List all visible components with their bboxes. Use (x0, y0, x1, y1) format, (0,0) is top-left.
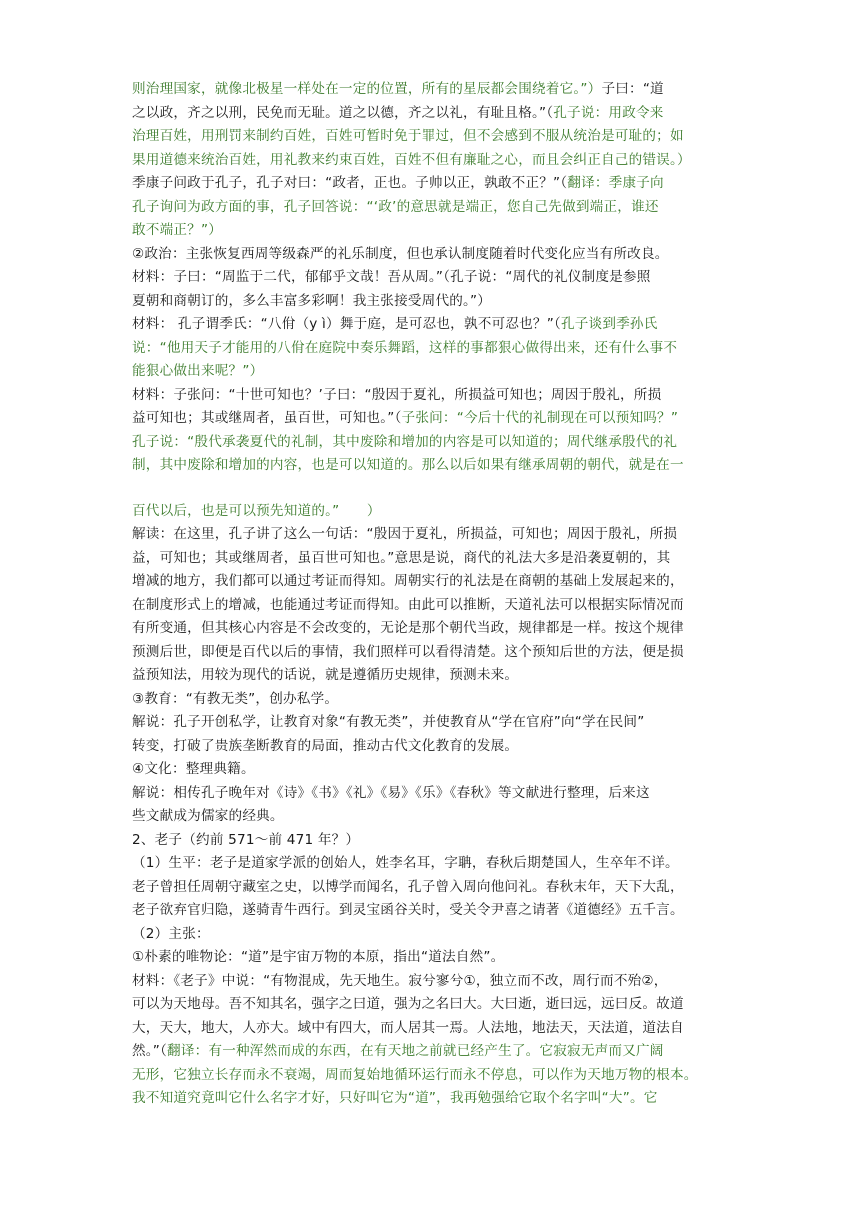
text-segment: ③教育：“有教无类”，创办私学。 (132, 690, 339, 707)
translation-segment: 翻译：季康子向 (567, 175, 664, 191)
text-line (132, 899, 746, 923)
translation-segment: 能狠心做出来呢？”） (132, 363, 264, 379)
text-segment: 益，可知也；其或继周者，虽百世可知也。”意思是说，商代的礼法大多是沿袭夏朝的，其 (132, 549, 671, 566)
translation-segment: 敢不端正？”） (132, 222, 223, 238)
text-segment: 夏朝和商朝订的，多么丰富多彩啊！我主张接受周代的。”） (132, 292, 492, 309)
text-segment: 然。”（ (132, 1043, 168, 1059)
text-line (132, 876, 746, 900)
translation-segment: 则治理国家，就像北极星一样处在一定的位置，所有的星辰都会围绕着它。”） (132, 81, 602, 97)
text-segment: 老子曾担任周朝守藏室之史，以博学而闻名，孔子曾入周向他问礼。春秋末年，天下大乱， (132, 878, 684, 895)
text-line (132, 431, 746, 455)
translation-segment: 翻译：有一种浑然而成的东西，在有天地之前就已经产生了。它寂寂无声而又广阔 (167, 1043, 664, 1059)
text-line (132, 266, 746, 290)
text-segment: 益预知法，用较为现代的话说，就是遵循历史规律，预测未来。 (132, 667, 519, 683)
text-segment: 老子欲弃官归隐，遂骑青牛西行。到灵宝函谷关时，受关令尹喜之请著《道德经》五千言。 (132, 902, 684, 918)
text-segment: 之以政，齐之以刑，民免而无耻。道之以德，齐之以礼，有耻且格。”（ (132, 104, 554, 121)
text-line (132, 570, 746, 594)
text-segment: 子曰：“道 (601, 81, 664, 97)
text-line (132, 758, 746, 782)
text-line (132, 923, 746, 947)
text-segment: 可以为天地母。吾不知其名，强字之曰道，强为之名曰大。大曰逝，逝曰远，远曰反。故道 (132, 996, 684, 1012)
text-line (132, 594, 746, 618)
text-line (132, 1064, 746, 1088)
text-line (132, 617, 746, 641)
translation-segment: 孔子谈到季孙氏 (560, 316, 658, 332)
translation-segment: 果用道德来统治百姓，用礼教来约束百姓，百姓不但有廉耻之心，而且会纠正自己的错误。） (132, 151, 691, 168)
text-line (132, 1040, 746, 1064)
text-line (132, 1087, 746, 1111)
text-segment: 预测后世，即便是百代以后的事情，我们照样可以看得清楚。这个预知后世的方法，便是损 (132, 643, 684, 660)
document-page (132, 78, 746, 1111)
text-line (132, 149, 746, 173)
text-line (132, 664, 746, 688)
text-line (132, 852, 746, 876)
text-segment: 增减的地方，我们都可以通过考证而得知。周朝实行的礼法是在商朝的基础上发展起来的， (132, 573, 684, 589)
text-line (132, 243, 746, 267)
text-segment: （1）生平：老子是道家学派的创始人，姓李名耳，字聃，春秋后期楚国人，生卒年不详。 (132, 855, 679, 871)
text-line (132, 102, 746, 126)
text-line (132, 993, 746, 1017)
text-line (132, 829, 746, 853)
translation-segment: 无形，它独立长存而永不衰竭，周而复始地循环运行而永不停息，可以作为天地万物的根本。 (132, 1066, 698, 1083)
text-line (132, 688, 746, 712)
text-segment: 材料：《老子》中说：“有物混成，先天地生。寂兮寥兮①，独立而不改，周行而不殆②， (132, 972, 668, 989)
text-line (132, 290, 746, 314)
text-line (132, 500, 746, 524)
text-segment: ②政治：主张恢复西周等级森严的礼乐制度，但也承认制度随着时代变化应当有所改良。 (132, 245, 669, 262)
translation-segment: 孔子询问为政方面的事，孔子回答说：“‘政’的意思就是端正，您自己先做到端正，谁还 (132, 198, 659, 215)
translation-segment: 我不知道究竟叫它什么名字才好，只好叫它为“道”，我再勉强给它取个名字叫“大”。它 (132, 1090, 658, 1106)
text-line (132, 523, 746, 547)
text-segment: 材料：子曰：“周监于二代，郁郁乎文哉！吾从周。”（孔子说：“周代的礼仪制度是参照 (132, 269, 651, 285)
translation-segment: 治理百姓，用刑罚来制约百姓，百姓可暂时免于罪过，但不会感到不服从统治是可耻的；如 (132, 128, 684, 144)
text-line (132, 1017, 746, 1041)
text-segment: 大，天大，地大，人亦大。域中有四大，而人居其一焉。人法地，地法天，天法道，道法自 (132, 1019, 684, 1036)
translation-segment: 子张问：“今后十代的礼制现在可以预知吗？” (401, 410, 679, 426)
text-segment: 些文献成为儒家的经典。 (132, 808, 284, 824)
text-segment: 转变，打破了贵族垄断教育的局面，推动古代文化教育的发展。 (132, 737, 519, 754)
text-segment: 益可知也；其或继周者，虽百世，可知也。”（ (132, 410, 402, 426)
text-line (132, 337, 746, 361)
text-segment: 材料： 孔子谓季氏：“八佾（y ì）舞于庭，是可忍也，孰不可忍也？”（ (132, 316, 561, 332)
text-line (132, 196, 746, 220)
translation-segment: 制，其中废除和增加的内容，也是可以知道的。那么以后如果有继承周朝的朝代，就是在一 (132, 457, 684, 473)
text-line (132, 360, 746, 384)
text-line (132, 641, 746, 665)
text-segment: 解读：在这里，孔子讲了这么一句话：“殷因于夏礼，所损益，可知也；周因于殷礼，所损 (132, 526, 678, 542)
text-segment: ④文化：整理典籍。 (132, 761, 255, 777)
text-line (132, 384, 746, 408)
translation-segment: 孔子说：“殷代承袭夏代的礼制，其中废除和增加的内容是可以知道的；周代继承殷代的礼 (132, 433, 678, 450)
text-segment: 解说：相传孔子晚年对《诗》《书》《礼》《易》《乐》《春秋》等文献进行整理，后来这 (132, 784, 650, 801)
text-line (132, 782, 746, 806)
text-segment: 解说：孔子开创私学，让教育对象“有教无类”，并使教育从“学在官府”向“学在民间” (132, 714, 645, 730)
translation-segment: 孔子说：用政令来 (553, 104, 664, 121)
text-segment: （2）主张： (132, 925, 210, 942)
text-segment: 在制度形式上的增减，也能通过考证而得知。由此可以推断，天道礼法可以根据实际情况而 (132, 596, 684, 613)
translation-segment: 说：“他用天子才能用的八佾在庭院中奏乐舞蹈，这样的事都狠心做得出来，还有什么事不 (132, 339, 678, 356)
text-line (132, 407, 746, 431)
text-line (132, 711, 746, 735)
text-line (132, 454, 746, 478)
text-line (132, 172, 746, 196)
text-line (132, 735, 746, 759)
text-line (132, 125, 746, 149)
text-line (132, 547, 746, 571)
text-segment: 材料：子张问：“十世可知也？’子曰：“殷因于夏礼，所损益可知也；周因于殷礼，所损 (132, 386, 662, 403)
text-line (132, 78, 746, 102)
text-line (132, 805, 746, 829)
text-line (132, 970, 746, 994)
text-segment: 有所变通，但其核心内容是不会改变的，无论是那个朝代当政，规律都是一样。按这个规律 (132, 620, 684, 636)
translation-segment: 百代以后，也是可以预先知道的。” ） (132, 502, 381, 519)
text-segment: ①朴素的唯物论：“道”是宇宙万物的本原，指出“道法自然”。 (132, 949, 505, 965)
text-line (132, 946, 746, 970)
text-segment: 2、老子（约前 571～前 471 年？） (132, 831, 360, 848)
text-segment: 季康子问政于孔子，孔子对曰：“政者，正也。子帅以正，孰敢不正？”（ (132, 175, 568, 191)
text-line (132, 313, 746, 337)
text-line (132, 219, 746, 243)
